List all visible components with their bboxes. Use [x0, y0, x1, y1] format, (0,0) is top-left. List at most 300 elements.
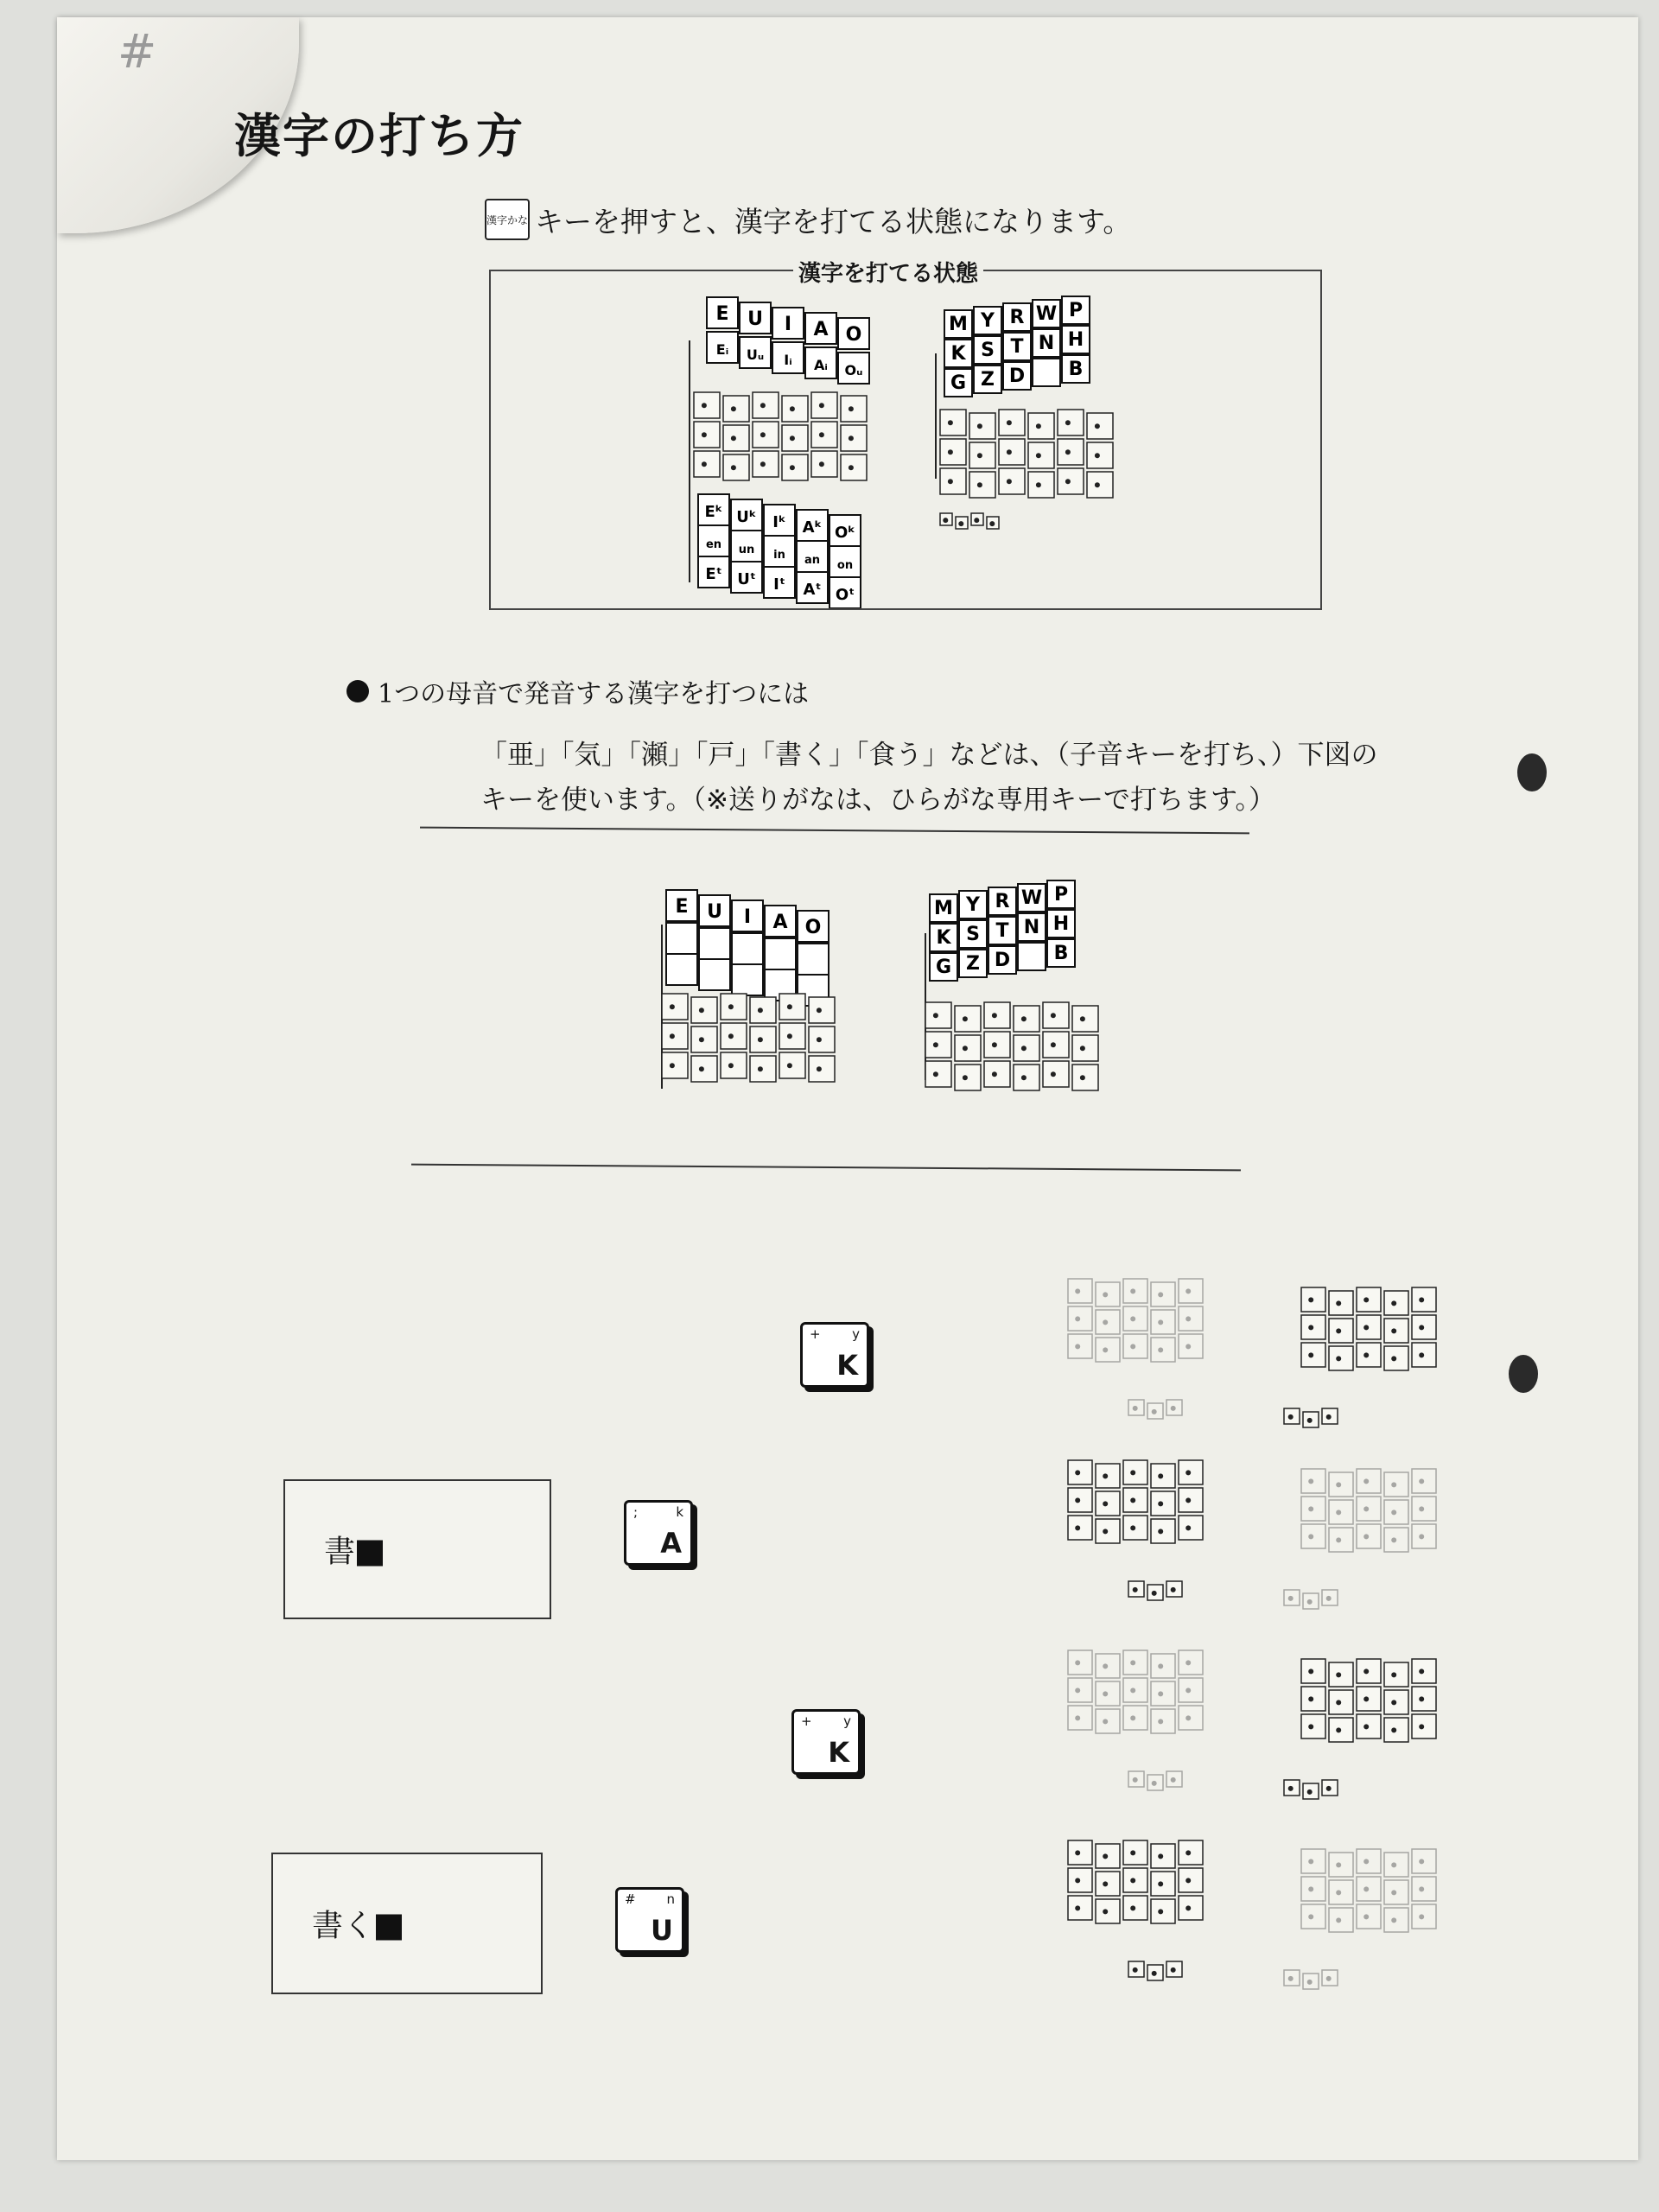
vowel-key — [765, 906, 796, 937]
key-dot — [1007, 479, 1012, 484]
key-dot — [1130, 1905, 1135, 1910]
key-cap — [782, 454, 808, 480]
vowel-key — [797, 572, 828, 603]
key-cap — [999, 468, 1025, 494]
key-dot — [1363, 1352, 1369, 1357]
key-dot — [1051, 1042, 1056, 1047]
key-dot — [1308, 1696, 1313, 1701]
key-cap — [1072, 1035, 1098, 1061]
vowel-key — [698, 494, 729, 525]
key-label: Iᵗ — [773, 575, 785, 594]
key-dot — [1336, 1672, 1341, 1677]
key-dot — [1051, 1013, 1056, 1018]
key-cap — [955, 1006, 981, 1032]
key-dot — [1103, 1881, 1108, 1886]
key-cap — [779, 994, 805, 1020]
key-dot — [1080, 1046, 1085, 1051]
kanji-keyboard-diagram — [491, 271, 1320, 608]
key-dot — [1080, 1016, 1085, 1021]
left-hand-keyboard — [1068, 1279, 1203, 1419]
key-dot — [1185, 1288, 1191, 1294]
consonant-key — [1033, 329, 1060, 357]
key-dot — [1075, 1905, 1080, 1910]
key-cap — [1018, 943, 1046, 970]
key-dot — [1308, 1859, 1313, 1864]
key-dot — [1065, 420, 1071, 425]
key-label: D — [994, 950, 1011, 972]
key-dot — [1152, 1591, 1157, 1596]
key-dot — [1326, 1414, 1332, 1420]
key-dot — [1158, 1853, 1163, 1859]
vowel-key — [797, 541, 828, 572]
key-dot — [1152, 1409, 1157, 1414]
key-cap — [699, 928, 730, 959]
key-dot — [1308, 1534, 1313, 1539]
key-cap — [662, 1052, 688, 1078]
key-cap — [666, 923, 697, 954]
key-label: Z — [966, 953, 980, 976]
consonant-key — [1047, 939, 1075, 967]
key-dot — [948, 449, 953, 454]
consonant-key — [930, 953, 957, 981]
key-dot — [1419, 1534, 1424, 1539]
intro-text: キーを押すと、漢字を打てる状態になります。 — [535, 204, 1132, 238]
key-cap — [779, 1023, 805, 1049]
vowel-key — [666, 890, 697, 921]
key-label: G — [935, 957, 952, 979]
key-cap — [841, 425, 867, 451]
key-cap — [753, 422, 779, 448]
vowel-key — [732, 900, 763, 931]
key-dot — [1171, 1587, 1176, 1592]
key-cap — [984, 1061, 1010, 1087]
key-dot — [1075, 1660, 1080, 1665]
key-label: B — [1053, 943, 1069, 965]
key-dot — [1007, 449, 1012, 454]
key-cap — [1043, 1032, 1069, 1058]
key-cap — [694, 422, 720, 448]
key-dot — [977, 482, 982, 487]
key-dot — [1185, 1905, 1191, 1910]
vowel-key-small — [707, 332, 738, 363]
key-dot — [1103, 1473, 1108, 1478]
binder-hole — [1509, 1355, 1538, 1393]
key-dot — [1363, 1325, 1369, 1330]
divider-bottom — [411, 1164, 1241, 1172]
vowel-key-small — [838, 353, 869, 384]
key-cap — [1087, 472, 1113, 498]
key-cap — [809, 1056, 835, 1082]
consonant-key — [988, 887, 1016, 915]
vowel-keyboard-diagram — [593, 873, 1198, 1132]
key-dot — [1075, 1688, 1080, 1693]
key-cap — [999, 439, 1025, 465]
key-grid — [1301, 1287, 1436, 1370]
key-label: Y — [966, 894, 980, 917]
key-label: Iᵢ — [784, 351, 792, 368]
key-cap — [750, 1027, 776, 1052]
key-label: Y — [981, 310, 995, 333]
key-cap — [1014, 1006, 1039, 1032]
key-grid — [1068, 1650, 1203, 1733]
key-dot — [1158, 1691, 1163, 1696]
key-dot — [1095, 453, 1100, 458]
thumb-keys — [940, 513, 999, 529]
key-cap — [999, 410, 1025, 435]
key-dot — [1075, 1878, 1080, 1883]
key-dot — [702, 403, 707, 408]
key-dot — [1185, 1316, 1191, 1321]
key-dot — [1336, 1537, 1341, 1542]
key-dot — [1308, 1297, 1313, 1302]
key-dot — [728, 1033, 734, 1039]
key-cap — [969, 442, 995, 468]
key-cap — [841, 396, 867, 422]
key-label: T — [1010, 336, 1024, 359]
figure-label: 漢字を打てる状態 — [793, 256, 983, 288]
consonant-key — [1062, 296, 1090, 324]
key-dot — [1336, 1862, 1341, 1867]
consonant-key — [1033, 359, 1060, 386]
key-cap — [969, 472, 995, 498]
key-dot — [1152, 1781, 1157, 1786]
blank-key — [732, 964, 763, 995]
key-grid — [1068, 1840, 1203, 1923]
kanji-mode-figure — [489, 261, 1322, 610]
key-dot — [1307, 1599, 1313, 1605]
blank-key — [798, 944, 829, 975]
key-grid — [1068, 1279, 1203, 1362]
vowel-key-small — [805, 347, 836, 378]
key-dot — [819, 403, 824, 408]
key-dot — [760, 461, 766, 467]
consonant-key — [988, 917, 1016, 944]
key-dot — [1307, 1418, 1313, 1423]
key-label: I — [784, 313, 792, 335]
key-dot — [1336, 1510, 1341, 1515]
key-dot — [1075, 1525, 1080, 1530]
key-dot — [1130, 1525, 1135, 1530]
key-label: D — [1008, 365, 1026, 388]
key-dot — [1363, 1478, 1369, 1484]
key-dot — [977, 423, 982, 429]
key-dot — [1336, 1356, 1341, 1361]
key-dot — [1158, 1909, 1163, 1914]
key-dot — [1391, 1917, 1396, 1923]
key-dot — [1391, 1510, 1396, 1515]
key-cap — [721, 1023, 747, 1049]
vowel-key — [731, 531, 762, 562]
key-label: R — [995, 891, 1010, 913]
key-cap — [1072, 1065, 1098, 1090]
key-dot — [1336, 1300, 1341, 1306]
key-label: U — [707, 900, 722, 923]
key-label: T — [995, 920, 1009, 943]
key-dot — [1336, 1328, 1341, 1333]
key-label: O — [845, 323, 862, 346]
section-heading-text: 1つの母音で発音する漢字を打つには — [378, 679, 810, 709]
key-dot — [1363, 1534, 1369, 1539]
output-box-2 — [271, 1853, 543, 1994]
key-dot — [1185, 1470, 1191, 1475]
key-dot — [1419, 1914, 1424, 1919]
key-cap — [1058, 410, 1084, 435]
key-cap — [811, 451, 837, 477]
key-cap — [984, 1002, 1010, 1028]
key-dot — [933, 1071, 938, 1077]
thumb-keys — [1128, 1961, 1182, 1980]
key-dot — [1326, 1596, 1332, 1601]
key-dot — [1307, 1980, 1313, 1985]
key-label: Oᵤ — [844, 361, 863, 378]
key-dot — [1075, 1470, 1080, 1475]
k-key-icon: + y K — [800, 1322, 869, 1388]
key-cap — [955, 1065, 981, 1090]
key-cap — [1014, 1035, 1039, 1061]
consonant-key — [959, 891, 987, 918]
key-dot — [1363, 1886, 1369, 1891]
left-hand-keyboard — [1068, 1460, 1203, 1600]
key-cap — [1033, 359, 1060, 386]
key-cap — [765, 938, 796, 969]
left-hand-keyboard — [1068, 1650, 1203, 1790]
key-dot — [1391, 1727, 1396, 1732]
key-label: Eᵗ — [705, 564, 722, 583]
consonant-key — [959, 920, 987, 948]
key-label: Uᵏ — [736, 507, 757, 526]
key-dot — [1075, 1316, 1080, 1321]
key-cap — [841, 454, 867, 480]
key-dot — [790, 465, 795, 470]
key-dot — [1075, 1850, 1080, 1855]
key-cap — [723, 425, 749, 451]
vowel-key — [830, 546, 861, 577]
key-cap — [662, 994, 688, 1020]
key-cap — [721, 994, 747, 1020]
vowel-key — [740, 302, 771, 334]
consonant-key — [1003, 333, 1031, 360]
vowel-key — [764, 567, 795, 598]
key-dot — [1133, 1777, 1138, 1783]
key-cap — [699, 959, 730, 990]
key-label: P — [1068, 300, 1084, 322]
key-dot — [787, 1063, 792, 1068]
key-dot — [1065, 479, 1071, 484]
key-dot — [1080, 1075, 1085, 1080]
key-label: E — [715, 302, 729, 325]
key-dot — [1158, 1292, 1163, 1297]
key-dot — [1419, 1696, 1424, 1701]
key-cap — [955, 1035, 981, 1061]
consonant-key — [1003, 303, 1031, 331]
key-dot — [1152, 1971, 1157, 1976]
key-dot — [1336, 1917, 1341, 1923]
key-cap — [723, 454, 749, 480]
key-dot — [1130, 1688, 1135, 1693]
key-dot — [1130, 1660, 1135, 1665]
key-dot — [977, 453, 982, 458]
key-dot — [1308, 1914, 1313, 1919]
key-dot — [1185, 1850, 1191, 1855]
key-dot — [1130, 1715, 1135, 1720]
key-dot — [1171, 1967, 1176, 1973]
consonant-key — [944, 369, 972, 397]
consonant-key — [974, 307, 1001, 334]
key-label: S — [981, 340, 995, 362]
key-dot — [1103, 1319, 1108, 1325]
key-label: S — [966, 924, 980, 946]
key-cap — [666, 954, 697, 985]
right-hand-keyboard — [1284, 1659, 1436, 1799]
key-dot — [1036, 482, 1041, 487]
key-dot — [1288, 1414, 1294, 1420]
key-label: R — [1009, 307, 1025, 329]
key-cap — [750, 997, 776, 1023]
key-label: U — [747, 308, 763, 330]
key-dot — [1036, 453, 1041, 458]
consonant-key — [1062, 355, 1090, 383]
key-dot — [1336, 1482, 1341, 1487]
key-cap — [809, 1027, 835, 1052]
key-dot — [1130, 1850, 1135, 1855]
consonant-key — [1033, 300, 1060, 327]
key-cap — [782, 425, 808, 451]
key-cap — [925, 1032, 951, 1058]
key-dot — [758, 1037, 763, 1042]
key-dot — [1065, 449, 1071, 454]
key-dot — [1158, 1719, 1163, 1724]
bullet-icon — [346, 680, 369, 702]
key-dot — [1326, 1976, 1332, 1981]
key-label: M — [949, 314, 968, 336]
key-label: Eᵢ — [715, 340, 729, 358]
consonant-key — [974, 336, 1001, 364]
key-dot — [1171, 1406, 1176, 1411]
vowel-key — [698, 556, 729, 588]
key-cap — [1028, 413, 1054, 439]
key-label: O — [804, 916, 822, 938]
body-line-1: 「亜」「気」「瀬」「戸」「書く」「食う」などは、（子音キーを打ち、）下図の — [480, 740, 1378, 771]
consonant-key — [974, 365, 1001, 393]
key-label: Uᵤ — [746, 346, 765, 363]
key-label: on — [836, 558, 854, 572]
key-cap — [694, 451, 720, 477]
key-dot — [933, 1042, 938, 1047]
key-dot — [1021, 1075, 1027, 1080]
key-dot — [1051, 1071, 1056, 1077]
thumb-keys — [1284, 1590, 1338, 1609]
key-cap — [662, 1023, 688, 1049]
key-dot — [1185, 1525, 1191, 1530]
key-dot — [933, 1013, 938, 1018]
key-label: K — [936, 927, 951, 950]
key-dot — [1133, 1406, 1138, 1411]
key-dot — [849, 435, 854, 441]
key-label: G — [950, 372, 967, 395]
key-dot — [1391, 1537, 1396, 1542]
consonant-key — [959, 950, 987, 977]
key-dot — [992, 1042, 997, 1047]
key-dot — [1103, 1501, 1108, 1506]
key-dot — [1288, 1976, 1294, 1981]
key-dot — [728, 1063, 734, 1068]
key-dot — [1391, 1672, 1396, 1677]
key-dot — [817, 1037, 822, 1042]
thumb-keys — [1284, 1970, 1338, 1989]
vowel-key — [805, 313, 836, 344]
vowel-key-small — [740, 337, 771, 368]
key-cap — [782, 396, 808, 422]
key-dot — [760, 403, 766, 408]
key-cap — [811, 422, 837, 448]
key-dot — [989, 521, 995, 526]
kanji-key-grid — [940, 410, 1113, 498]
key-label: M — [934, 898, 953, 920]
key-dot — [1419, 1669, 1424, 1674]
right-hand-keyboard — [1284, 1849, 1436, 1989]
key-label: A — [813, 318, 829, 340]
key-dot — [670, 1063, 675, 1068]
key-dot — [1036, 423, 1041, 429]
key-dot — [1133, 1967, 1138, 1973]
output-text-2: 書く — [312, 1902, 402, 1946]
key-label: N — [1038, 333, 1055, 355]
vowel-key — [797, 510, 828, 541]
key-label: H — [1067, 329, 1084, 352]
key-dot — [1158, 1473, 1163, 1478]
key-dot — [817, 1066, 822, 1071]
divider-top — [420, 827, 1249, 835]
consonant-key — [988, 946, 1016, 974]
key-label: A — [772, 911, 788, 933]
key-label: Oᵗ — [835, 585, 855, 604]
right-hand-keyboard — [1284, 1469, 1436, 1609]
key-label: E — [675, 895, 689, 918]
key-dot — [1103, 1347, 1108, 1352]
key-dot — [1419, 1352, 1424, 1357]
key-dot — [1158, 1881, 1163, 1886]
key-dot — [1363, 1669, 1369, 1674]
key-cap — [940, 410, 966, 435]
key-dot — [1171, 1777, 1176, 1783]
consonant-key — [1062, 326, 1090, 353]
key-dot — [1021, 1016, 1027, 1021]
key-dot — [1158, 1663, 1163, 1669]
k-key-icon: + y K — [791, 1709, 861, 1775]
key-label: un — [738, 543, 755, 556]
key-dot — [699, 1066, 704, 1071]
thumb-keys — [1284, 1780, 1338, 1799]
key-dot — [849, 465, 854, 470]
key-label: I — [743, 906, 752, 928]
key-dot — [1363, 1914, 1369, 1919]
key-dot — [699, 1037, 704, 1042]
key-dot — [1391, 1482, 1396, 1487]
key-dot — [963, 1075, 968, 1080]
key-dot — [731, 406, 736, 411]
output-text-1: 書 — [324, 1528, 383, 1572]
key-dot — [943, 518, 948, 523]
key-dot — [731, 435, 736, 441]
key-dot — [731, 465, 736, 470]
key-dot — [1391, 1328, 1396, 1333]
key-cap — [809, 997, 835, 1023]
vowel-key-small — [772, 342, 804, 373]
key-dot — [1075, 1288, 1080, 1294]
consonant-key — [1047, 910, 1075, 938]
kanji-key-icon: 漢字かな — [485, 199, 530, 240]
key-dot — [817, 1007, 822, 1013]
